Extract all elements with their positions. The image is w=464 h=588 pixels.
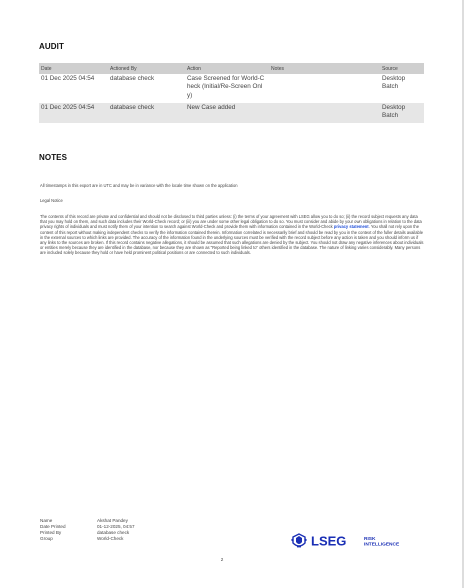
- table-row: [39, 103, 424, 123]
- value-date-printed: 01-12-2025, 04:57: [97, 524, 135, 529]
- label-group: Group: [40, 536, 53, 541]
- legal-text-part-1: The contents of this record are private and confidential and should not be disclosed to third parties unless: (i) the terms of your agreement with LSEG allow you to do so; (ii) the record subject requests any data that you may hold on them, and such data includes their World-Check record; or (iii) you are under some other legal obligation to do so. You must consider and abide by your own obligations in relation to the data privacy rights of individuals and must notify them of your intention to search against World-Check and provide them with information contained in the World-Check: [40, 214, 422, 230]
- legal-text-part-2: . You shall not rely upon the content of this report without making independent checks to verify the information contained therein. Information correlated is necessarily brief and should be read by you in the context of the fuller details available in the external sources to which links are provided. The accuracy of the information found in the underlying sources must be verified with the record subject before any action is taken and you should inform us if any links to the sources are broken. If this record contains negative allegations, it should be assumed that such allegations are denied by the subject. You should not draw any negative inferences about individuals or entities merely because they are identified in the database, nor because they are shown as "Reported being linked to" others identified in the database. The nature of linking varies considerably. Many persons are included solely because they hold or have held prominent political positions or are connected to such individuals.: [40, 224, 424, 256]
- cell-notes: [269, 74, 380, 103]
- value-printed-by: database check: [97, 530, 130, 535]
- value-group: World-Check: [97, 536, 124, 541]
- column-header-date: Date: [39, 63, 108, 74]
- label-date-printed: Date Printed: [40, 524, 66, 529]
- lseg-logo: [291, 531, 421, 551]
- column-header-source: Source: [380, 63, 424, 74]
- cell-actioned-by: database check: [110, 75, 155, 82]
- cell-date: 01 Dec 2025 04:54: [41, 75, 95, 82]
- value-name: Akshat Pandey: [97, 518, 128, 523]
- page-number: 2: [220, 557, 224, 562]
- column-header-action: Action: [185, 63, 269, 74]
- cell-action: New Case added: [185, 103, 269, 123]
- cell-source: Desktop Batch: [380, 103, 424, 123]
- notes-section-title: NOTES: [39, 153, 68, 162]
- audit-table: [39, 63, 424, 123]
- legal-notice-body: [40, 214, 424, 256]
- label-printed-by: Printed By: [40, 530, 62, 535]
- logo-brand-text: LSEG: [311, 533, 347, 549]
- audit-section-title: AUDIT: [39, 42, 64, 51]
- audit-header-row: [39, 63, 424, 74]
- cell-date: 01 Dec 2025 04:54: [39, 103, 108, 123]
- legal-notice-heading: Legal Notice: [40, 198, 63, 203]
- cell-notes: [269, 103, 380, 123]
- label-name: Name: [40, 518, 53, 523]
- table-row: [39, 74, 424, 103]
- cell-actioned-by: database check: [108, 103, 185, 123]
- timestamp-note: All timestamps in this export are in UTC and may be in variance with the locale time shown on the application: [40, 183, 238, 188]
- cell-source: Desktop Batch: [382, 75, 406, 91]
- logo-tagline-2: INTELLIGENCE: [364, 542, 400, 548]
- column-header-notes: Notes: [269, 63, 380, 74]
- cell-action: Case Screened for World-Check (Initial/Re-Screen Only): [187, 75, 265, 99]
- logo-tagline-1: RISK: [364, 537, 376, 542]
- column-header-actioned-by: Actioned By: [108, 63, 185, 74]
- privacy-statement-link[interactable]: privacy statement: [333, 224, 369, 230]
